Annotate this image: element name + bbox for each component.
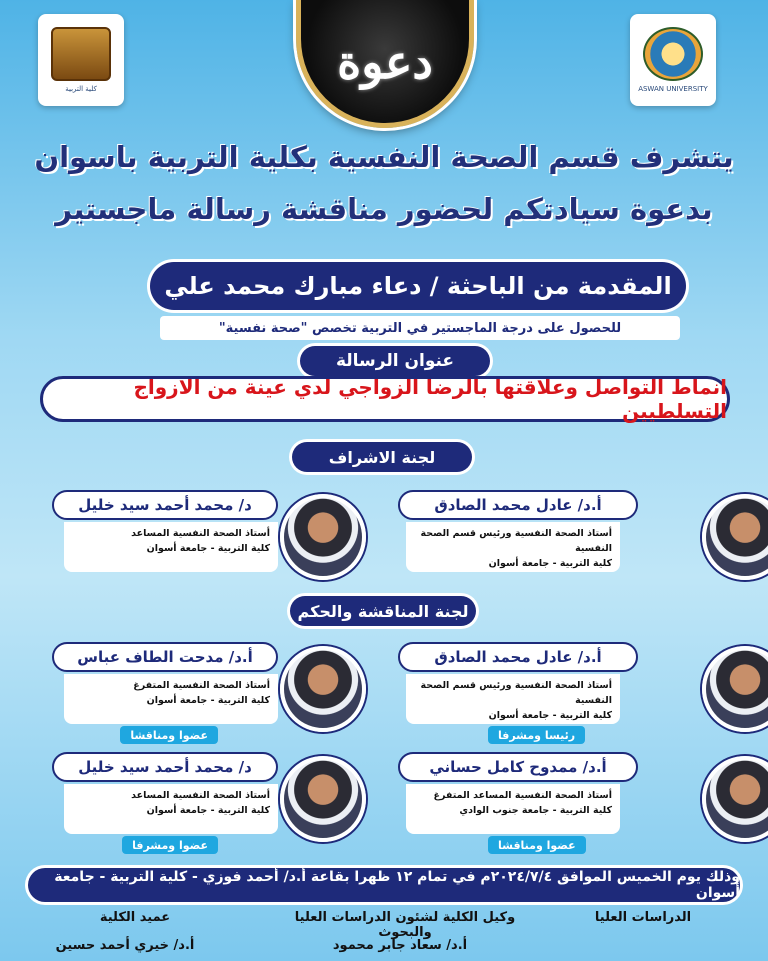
vice-dean-name: أ.د/ سعاد جابر محمود (332, 938, 468, 953)
member-info (64, 784, 278, 834)
faculty-logo (38, 14, 124, 106)
member-title: أستاذ الصحة النفسية المساعد (131, 528, 270, 539)
thesis-title: انماط التواصل وعلاقتها بالرضا الزواجي لدي عينة من الازواج التسلطيين (40, 376, 730, 422)
dean-signature-title: عميد الكلية (99, 910, 171, 925)
member-photo (702, 756, 768, 842)
member-affiliation: كلية التربية - جامعة أسوان (146, 695, 270, 707)
member-name: أ.د/ عادل محمد الصادق (398, 642, 638, 672)
member-name: أ.د/ ممدوح كامل حساني (398, 752, 638, 782)
supervision-committee-heading: لجنة الاشراف (292, 442, 472, 472)
member-name: د/ محمد أحمد سيد خليل (52, 490, 278, 520)
university-logo-label: ASWAN UNIVERSITY (638, 85, 708, 93)
member-role-badge: عضوا ومناقشا (120, 726, 218, 744)
member-affiliation: كلية التربية - جامعة أسوان (146, 805, 270, 817)
degree-line: للحصول على درجة الماجستير في التربية تخصص "صحة نفسية" (160, 316, 680, 340)
member-role-badge: عضوا ومشرفا (122, 836, 218, 854)
member-photo (280, 756, 366, 842)
temple-emblem-icon (51, 27, 111, 81)
member-affiliation: كلية التربية - جامعة أسوان (488, 558, 612, 570)
university-seal-icon (643, 27, 703, 81)
discussion-committee-heading: لجنة المناقشة والحكم (290, 596, 476, 626)
member-card (64, 752, 368, 852)
member-card (64, 490, 368, 586)
member-info (406, 674, 620, 724)
member-title: أستاذ الصحة النفسية ورئيس قسم الصحة النفسية (420, 528, 612, 555)
member-name: د/ محمد أحمد سيد خليل (52, 752, 278, 782)
thesis-label: عنوان الرسالة (300, 346, 490, 376)
member-card (64, 642, 368, 742)
member-photo (702, 646, 768, 732)
member-name: أ.د/ عادل محمد الصادق (398, 490, 638, 520)
invitation-medallion (296, 0, 474, 128)
member-affiliation: كلية التربية - جامعة جنوب الوادي (459, 805, 612, 817)
member-affiliation: كلية التربية - جامعة أسوان (488, 710, 612, 722)
researcher-banner: المقدمة من الباحثة / دعاء مبارك محمد علي (150, 262, 686, 310)
member-info (406, 522, 620, 572)
invitation-word: دعوة (337, 34, 433, 89)
dean-name: أ.د/ خيري أحمد حسين (55, 938, 195, 953)
graduate-studies-signature-title: الدراسات العليا (594, 910, 692, 925)
member-card (398, 642, 702, 742)
university-logo (630, 14, 716, 106)
member-photo (280, 646, 366, 732)
member-name: أ.د/ مدحت الطاف عباس (52, 642, 278, 672)
member-card (398, 752, 702, 852)
member-affiliation: كلية التربية - جامعة أسوان (146, 543, 270, 555)
member-role-badge: رئيسا ومشرفا (488, 726, 585, 744)
member-title: أستاذ الصحة النفسية المتفرغ (133, 680, 270, 691)
member-photo (702, 494, 768, 580)
faculty-logo-label: كلية التربية (65, 85, 97, 93)
vice-dean-signature-title: وكيل الكلية لشئون الدراسات العليا والبحوث (294, 910, 516, 940)
member-info (64, 522, 278, 572)
member-title: أستاذ الصحة النفسية المساعد المتفرغ (433, 790, 612, 801)
event-details-banner: وذلك يوم الخميس الموافق ٢٠٢٤/٧/٤م في تمام ١٢ ظهرا بقاعة أ.د/ أحمد فوزي - كلية التربية - جامعة أسوان (28, 868, 740, 902)
member-info (64, 674, 278, 724)
member-title: أستاذ الصحة النفسية المساعد (131, 790, 270, 801)
headline-line-2: بدعوة سيادتكم لحضور مناقشة رسالة ماجستير (55, 192, 713, 226)
member-card (398, 490, 702, 586)
member-info (406, 784, 620, 834)
headline-line-1: يتشرف قسم الصحة النفسية بكلية التربية باسوان (34, 140, 734, 174)
member-photo (280, 494, 366, 580)
member-title: أستاذ الصحة النفسية ورئيس قسم الصحة النفسية (420, 680, 612, 707)
member-role-badge: عضوا ومناقشا (488, 836, 586, 854)
